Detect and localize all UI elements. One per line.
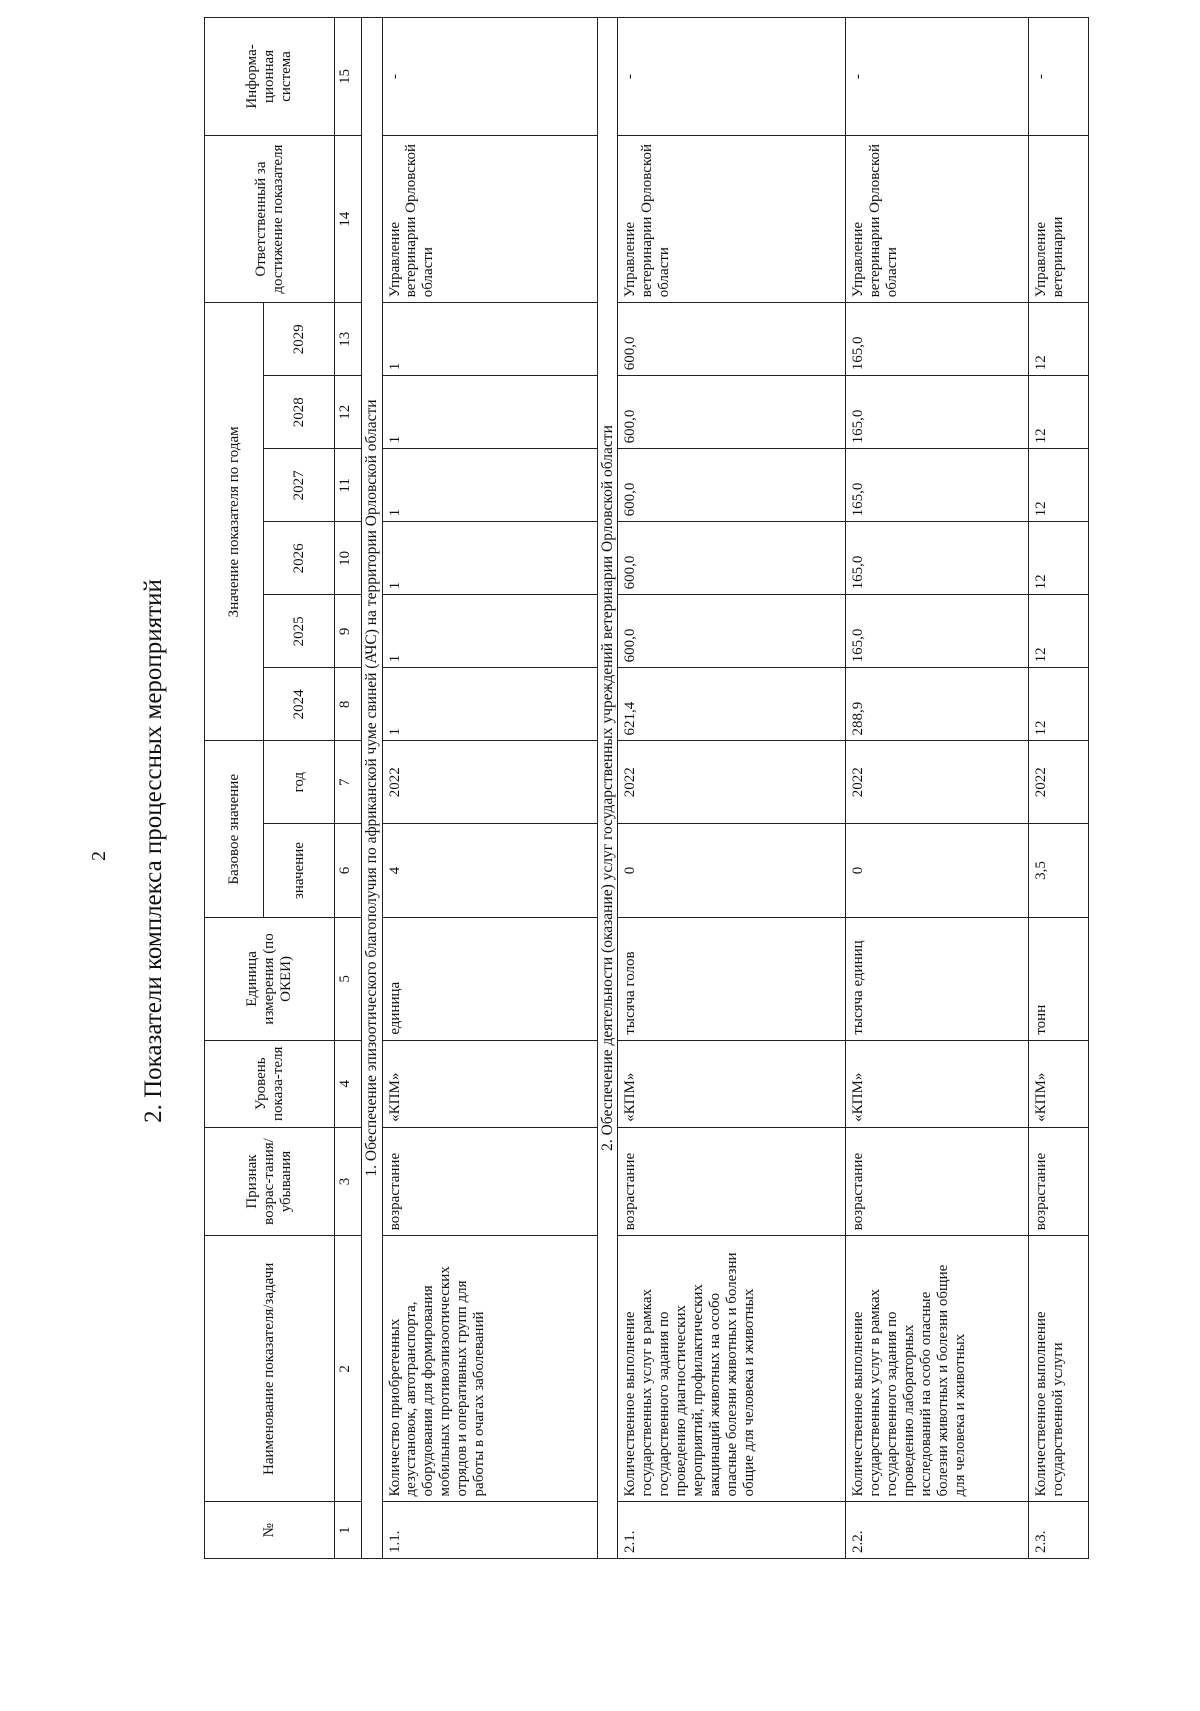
row-number: 2.3.: [1029, 1502, 1089, 1559]
column-number: 11: [335, 449, 362, 522]
column-number: 8: [335, 668, 362, 741]
header-level: Уровень показа-теля: [205, 1040, 335, 1127]
indicator-level: «КПМ»: [382, 1040, 597, 1127]
page-number: 2: [88, 851, 110, 861]
base-value: 0: [846, 823, 1029, 917]
table-row: [618, 18, 846, 1559]
indicator-name: Количественное выполнение государственной услуги: [1029, 1236, 1089, 1502]
column-number: 14: [335, 135, 362, 302]
year-value: 600,0: [618, 303, 846, 376]
year-value: 1: [382, 522, 597, 595]
indicator-level: «КПМ»: [618, 1040, 846, 1127]
indicator-level: «КПМ»: [1029, 1040, 1089, 1127]
table-row: [846, 18, 1029, 1559]
year-value: 12: [1029, 522, 1089, 595]
info-system: -: [846, 18, 1029, 136]
responsible: Управление ветеринарии Орловской области: [618, 135, 846, 302]
year-value: 600,0: [618, 595, 846, 668]
column-number: 6: [335, 823, 362, 917]
column-number: 7: [335, 741, 362, 823]
column-number: 13: [335, 303, 362, 376]
column-number: 15: [335, 18, 362, 136]
year-value: 12: [1029, 449, 1089, 522]
column-number-row: [335, 18, 362, 1559]
year-value: 12: [1029, 595, 1089, 668]
year-value: 12: [1029, 376, 1089, 449]
section-heading-1: 1. Обеспечение эпизоотического благополучия по африканской чуме свиней (АЧС) на территории Орловской области: [362, 18, 383, 1559]
base-value: 0: [618, 823, 846, 917]
column-number: 9: [335, 595, 362, 668]
base-year: 2022: [1029, 741, 1089, 823]
info-system: -: [382, 18, 597, 136]
header-year: 2029: [264, 303, 335, 376]
info-system: -: [1029, 18, 1089, 136]
header-base: Базовое значение: [205, 741, 264, 918]
header-info-system: Информа-ционная система: [205, 18, 335, 136]
header-year: 2027: [264, 449, 335, 522]
indicator-sign: возрастание: [1029, 1127, 1089, 1235]
indicator-unit: тонн: [1029, 918, 1089, 1041]
base-value: 3,5: [1029, 823, 1089, 917]
year-value: 1: [382, 303, 597, 376]
year-value: 1: [382, 376, 597, 449]
page-title: 2. Показатели комплекса процессных мероприятий: [140, 579, 167, 1123]
year-value: 600,0: [618, 376, 846, 449]
header-sign: Признак возрас-тания/ убывания: [205, 1127, 335, 1235]
indicators-table: [204, 17, 1089, 1559]
year-value: 165,0: [846, 595, 1029, 668]
section-heading-2: 2. Обеспечение деятельности (оказание) услуг государственных учреждений ветеринарии Орловской области: [597, 18, 618, 1559]
header-year: 2024: [264, 668, 335, 741]
indicator-unit: тысяча единиц: [846, 918, 1029, 1041]
indicator-unit: тысяча голов: [618, 918, 846, 1041]
header-year: 2025: [264, 595, 335, 668]
column-number: 10: [335, 522, 362, 595]
responsible: Управление ветеринарии Орловской области: [382, 135, 597, 302]
indicator-unit: единица: [382, 918, 597, 1041]
column-number: 1: [335, 1502, 362, 1559]
header-responsible: Ответственный за достижение показателя: [205, 135, 335, 302]
indicator-name: Количественное выполнение государственных услуг в рамках государственного задания по проведению диагностических мероприятий, профилактических вакцинаций животных на особо опасные болезни животных и болезни общие для человека и животных: [618, 1236, 846, 1502]
header-unit: Единица измерения (по ОКЕИ): [205, 918, 335, 1041]
row-number: 2.1.: [618, 1502, 846, 1559]
year-value: 165,0: [846, 522, 1029, 595]
responsible: Управление ветеринарии Орловской области: [846, 135, 1029, 302]
year-value: 165,0: [846, 303, 1029, 376]
indicator-name: Количество приобретенных дезустановок, автотранспорта, оборудования для формирования мобильных противоэпизоотических отрядов и оперативных групп для работы в очагах заболеваний: [382, 1236, 597, 1502]
year-value: 288,9: [846, 668, 1029, 741]
year-value: 165,0: [846, 376, 1029, 449]
year-value: 1: [382, 668, 597, 741]
row-number: 2.2.: [846, 1502, 1029, 1559]
column-number: 4: [335, 1040, 362, 1127]
info-system: -: [618, 18, 846, 136]
table-row: [382, 18, 597, 1559]
header-year: 2028: [264, 376, 335, 449]
indicator-level: «КПМ»: [846, 1040, 1029, 1127]
header-years-group: Значение показателя по годам: [205, 303, 264, 741]
year-value: 12: [1029, 303, 1089, 376]
column-number: 2: [335, 1236, 362, 1502]
table-row: [1029, 18, 1089, 1559]
year-value: 621,4: [618, 668, 846, 741]
indicator-sign: возрастание: [382, 1127, 597, 1235]
base-year: 2022: [618, 741, 846, 823]
column-number: 12: [335, 376, 362, 449]
header-name: Наименование показателя/задачи: [205, 1236, 335, 1502]
indicator-sign: возрастание: [618, 1127, 846, 1235]
year-value: 1: [382, 449, 597, 522]
header-base-year: год: [264, 741, 335, 823]
responsible: Управление ветеринарии: [1029, 135, 1089, 302]
indicator-name: Количественное выполнение государственных услуг в рамках государственного задания по проведению лабораторных исследований на особо опасные болезни животных и болезни общие для человека и животных: [846, 1236, 1029, 1502]
year-value: 165,0: [846, 449, 1029, 522]
year-value: 600,0: [618, 449, 846, 522]
base-value: 4: [382, 823, 597, 917]
column-number: 5: [335, 918, 362, 1041]
year-value: 600,0: [618, 522, 846, 595]
header-year: 2026: [264, 522, 335, 595]
header-no: №: [205, 1502, 335, 1559]
header-base-value: значение: [264, 823, 335, 917]
indicator-sign: возрастание: [846, 1127, 1029, 1235]
base-year: 2022: [382, 741, 597, 823]
column-number: 3: [335, 1127, 362, 1235]
row-number: 1.1.: [382, 1502, 597, 1559]
year-value: 1: [382, 595, 597, 668]
year-value: 12: [1029, 668, 1089, 741]
base-year: 2022: [846, 741, 1029, 823]
